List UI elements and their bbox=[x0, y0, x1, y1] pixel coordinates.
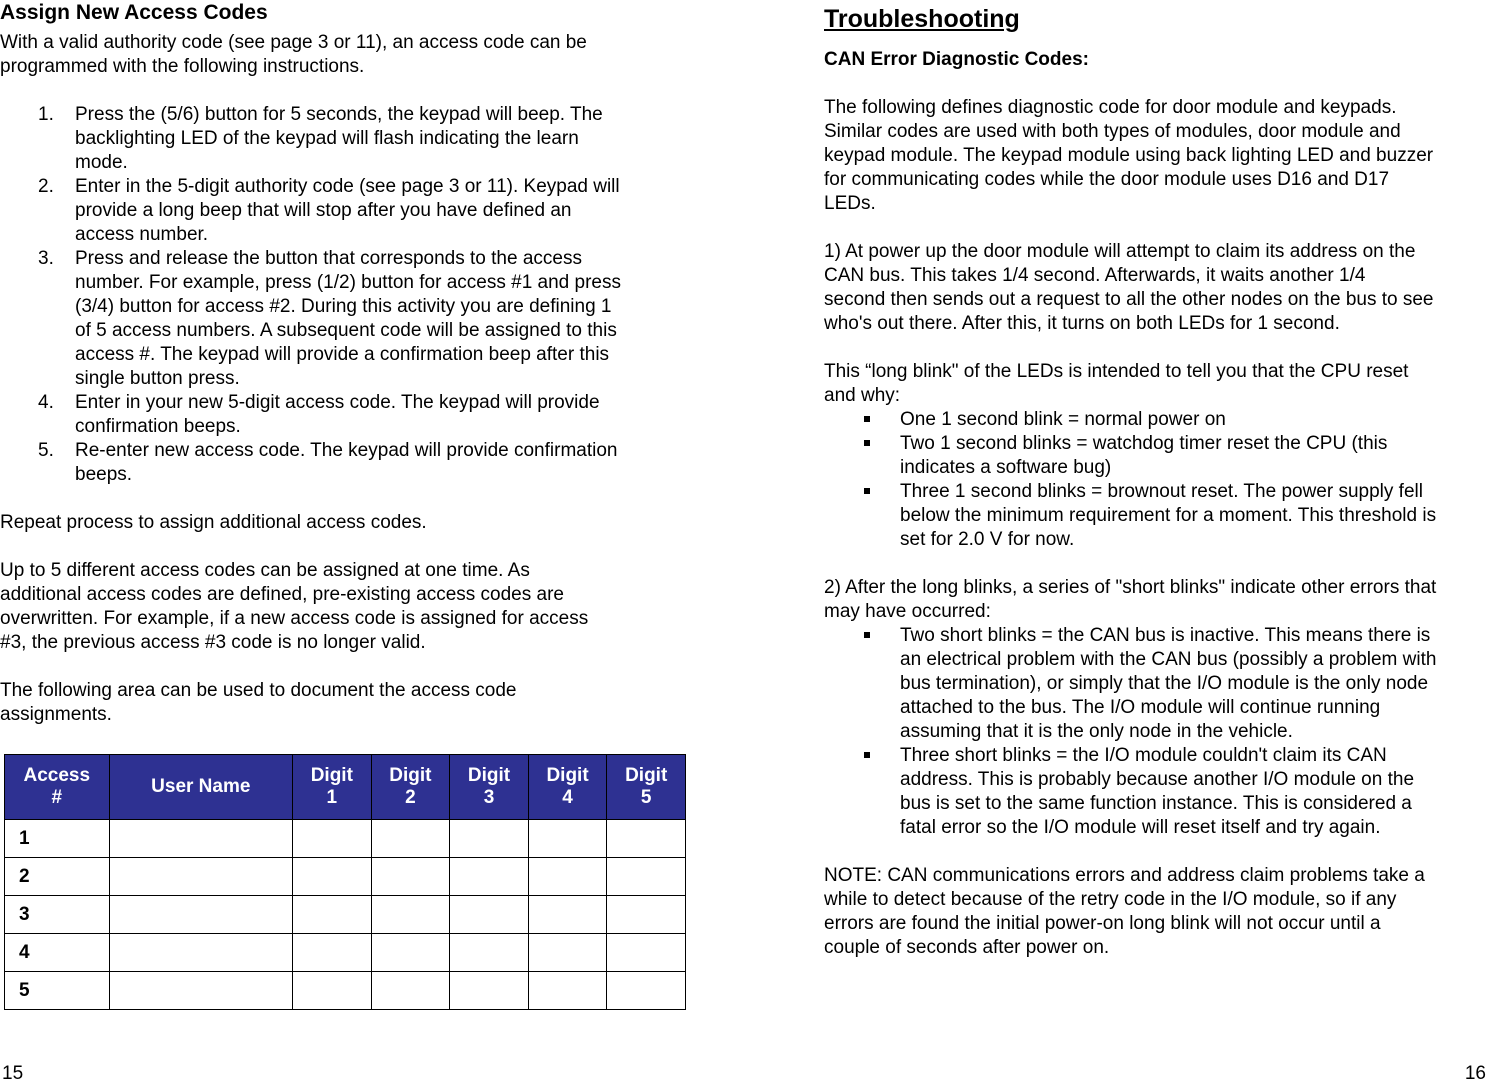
col-header-digit-2: Digit 2 bbox=[371, 755, 450, 820]
table-row: 4 bbox=[5, 934, 686, 972]
bullet-icon bbox=[864, 752, 870, 758]
list-item: 3. Press and release the button that corresponds to the access number. For example, press (1/2) button for access #1 and press (3/4) button for access #2. During this activity you are defining 1 of 5 access numbers. A subsequent code will be assigned to this access #. The keypad will provide a confirmation beep after this single button press. bbox=[38, 248, 621, 389]
right-page bbox=[824, 0, 1498, 960]
col-header-digit-1: Digit 1 bbox=[293, 755, 372, 820]
bullet-icon bbox=[864, 632, 870, 638]
list-item: One 1 second blink = normal power on bbox=[824, 408, 1498, 432]
access-code-table bbox=[4, 754, 686, 1010]
list-item: 2. Enter in the 5-digit authority code (see page 3 or 11). Keypad will provide a long beep that will stop after you have defined an access number. bbox=[38, 176, 620, 245]
bullet-icon bbox=[864, 488, 870, 494]
troubleshooting-title: Troubleshooting bbox=[824, 5, 1020, 33]
list-item: 4. Enter in your new 5-digit access code. The keypad will provide confirmation beeps. bbox=[38, 392, 600, 437]
note-paragraph: NOTE: CAN communications errors and address claim problems take a while to detect because of the retry code in the I/O module, so if any errors are found the initial power-on long blink will not occur until a couple of seconds after power on. bbox=[824, 865, 1425, 958]
list-item: Two 1 second blinks = watchdog timer reset the CPU (this indicates a software bug) bbox=[824, 432, 1498, 480]
paragraph: This “long blink" of the LEDs is intended to tell you that the CPU reset and why: bbox=[824, 361, 1409, 406]
following-text: The following area can be used to document the access code assignments. bbox=[0, 680, 517, 725]
list-item: Three short blinks = the I/O module couldn't claim its CAN address. This is probably because another I/O module on the bus is set to the same function instance. This is considered a fatal error so the I/O module will reset itself and try again. bbox=[824, 744, 1498, 840]
table-row: 3 bbox=[5, 896, 686, 934]
paragraph: The following defines diagnostic code for door module and keypads. Similar codes are used with both types of modules, door module and keypad module. The keypad module using back lighting LED and buzzer for communicating codes while the door module uses D16 and D17 LEDs. bbox=[824, 97, 1434, 214]
bullet-icon bbox=[864, 416, 870, 422]
col-header-user-name: User Name bbox=[109, 755, 292, 820]
list-item: 1. Press the (5/6) button for 5 seconds, the keypad will beep. The backlighting LED of the keypad will flash indicating the learn mode. bbox=[38, 104, 603, 173]
bullet-icon bbox=[864, 440, 870, 446]
col-header-digit-4: Digit 4 bbox=[528, 755, 607, 820]
paragraph: 1) At power up the door module will attempt to claim its address on the CAN bus. This takes 1/4 second. Afterwards, it waits another 1/4 second then sends out a request to all the other nodes on the bus to see who's out there. After this, it turns on both LEDs for 1 second. bbox=[824, 241, 1434, 334]
upto-text: Up to 5 different access codes can be assigned at one time. As additional access codes are defined, pre-existing access codes are overwritten. For example, if a new access code is assigned for access #3, the previous access #3 code is no longer valid. bbox=[0, 560, 589, 653]
list-item: 5. Re-enter new access code. The keypad will provide confirmation beeps. bbox=[38, 440, 618, 485]
col-header-digit-3: Digit 3 bbox=[450, 755, 529, 820]
table-row: 1 bbox=[5, 820, 686, 858]
list-item: Three 1 second blinks = brownout reset. The power supply fell below the minimum requirement for a moment. This threshold is set for 2.0 V for now. bbox=[824, 480, 1498, 552]
instruction-list bbox=[0, 103, 690, 487]
intro-text: With a valid authority code (see page 3 or 11), an access code can be programmed with the following instructions. bbox=[0, 32, 587, 77]
left-page bbox=[0, 0, 690, 727]
page-number-left: 15 bbox=[2, 1063, 24, 1084]
section-subtitle: CAN Error Diagnostic Codes: bbox=[824, 49, 1089, 70]
page-title: Assign New Access Codes bbox=[0, 1, 268, 24]
table-row: 5 bbox=[5, 972, 686, 1010]
repeat-text: Repeat process to assign additional access codes. bbox=[0, 512, 427, 533]
paragraph: 2) After the long blinks, a series of "short blinks" indicate other errors that may have occurred: bbox=[824, 577, 1437, 622]
col-header-access: Access # bbox=[5, 755, 110, 820]
table-row: 2 bbox=[5, 858, 686, 896]
page-number-right: 16 bbox=[1464, 1063, 1486, 1084]
col-header-digit-5: Digit 5 bbox=[607, 755, 686, 820]
short-blink-list bbox=[824, 624, 1498, 840]
long-blink-list bbox=[824, 408, 1498, 552]
list-item: Two short blinks = the CAN bus is inactive. This means there is an electrical problem with the CAN bus (possibly a problem with bus termination), or simply that the I/O module is the only node attached to the bus. The I/O module will continue running assuming that it is the only node in the vehicle. bbox=[824, 624, 1498, 744]
